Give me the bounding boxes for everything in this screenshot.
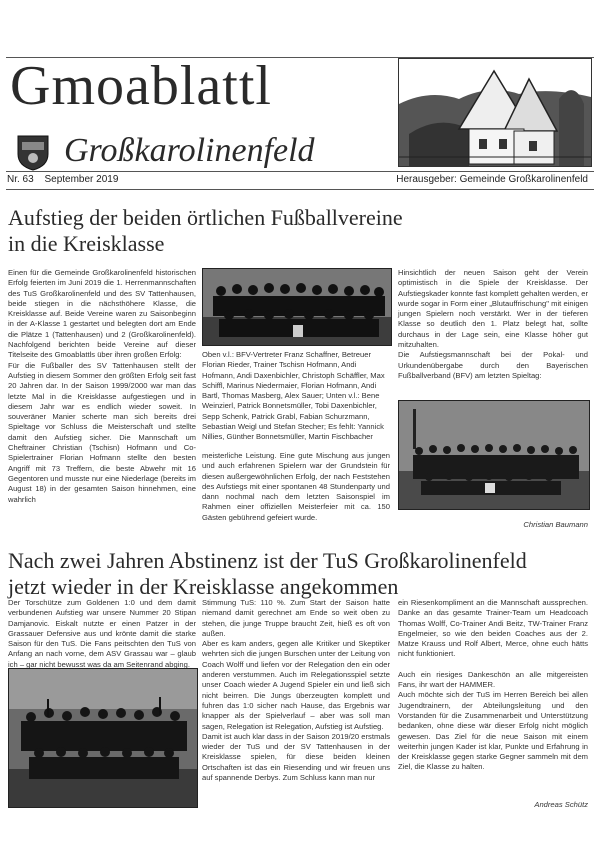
paragraph: Damit ist auch klar dass in der Saison 2019/20 erstmals wieder der TuS und der SV Tattenhausen in der Kreisklasse spielen, für diese beiden kleinen Ortschaften ist das ein Riesending und wir freuen uns auf spannende Derbys. Zum Schluss kann man nur [202, 731, 390, 783]
municipal-crest-icon [14, 132, 52, 172]
article1-column-2 [202, 451, 390, 523]
masthead-title: Gmoablattl [10, 55, 272, 117]
paragraph: Auch möchte sich der TuS im Herren Bereich bei allen Jugendtrainern, der Abteilungsleitung und den Vorstanden für die Zusammenarbeit und Unterstützung bedanken, ohne diese wär dieser Erfolg nicht möglich gewesen. Das Ziel für die neue Saison mit einem weiterhin jungen Kader ist klar, Punkte und Erfahrung in der Kreisklasse gegen starke Gegner sammeln mit dem Ziel, die Klasse zu halten. [398, 690, 588, 772]
masthead-rule-bottom [6, 189, 594, 190]
article1-column-1 [8, 268, 196, 505]
paragraph: Für die Fußballer des SV Tattenhausen stellt der Aufstieg in diesem Sommer den größten Erfolg seit fast 20 Jahren dar. In der Saison 1999/2000 war man das letzte Mal in die Kreisklasse aufgestiegen und in diesem Jahr war es endlich wieder soweit. In souveräner Manier scherte man sich bereits drei Spieltage vor Schluss die Meisterschaft und stellte damit den Aufstieg sicher. Die Mannschaft um Cheftrainer Christian (Tschisn) Hofmann und Co-Spielertrainer Florian Hofmann stellte den besten Angriff mit 73 Treffern, die beste Abwehr mit 16 Gegentoren und musste nur eine Niederlage (bereits im August 18) in der gesamten Saison hinnehmen, eine wahrlich [8, 360, 196, 504]
article1-photo-caption: Oben v.l.: BFV-Vertreter Franz Schaffner, Betreuer Florian Rieder, Trainer Tschisn Hofmann, Andi Hofmann, Andi Daxenbichler, Christoph Schäffler, Max Schiffl, Marinus Niedermaier, Florian Hofmann, Andi Bartl, Thomas Masberg, Alex Sauer; Unten v.l.: Bene Weinzierl, Patrick Bonnetsmüller, Tobi Daxenbichler, Sepp Schenk, Patrick Grabl, Fabian Schurzmann, Sebastian Weigl und Stefan Stecher; Es fehlt: Yannick Nillies, Günther Bonnetsmüller, Martin Fischbacher [202, 350, 385, 442]
article2-column-1 [8, 598, 196, 670]
paragraph: Die Aufstiegsmannschaft bei der Pokal- und Urkundenübergabe durch den Bayerischen Fußballverband (BFV) am letzten Spieltag: [398, 350, 588, 380]
paragraph: ein Riesenkompliment an die Mannschaft aussprechen. Danke an das gesamte Trainer-Team um Headcoach Thomas Wolff, Co-Trainer Andi Beitz, TW-Trainer Franz Engelmeier, so wie den beiden Coaches aus der 2. Matze Krauss und Rolf Albert, Merce, ohne euch hätts nicht funktioniert. [398, 598, 588, 659]
article1-column-3 [398, 268, 588, 381]
article1-headline: Aufstieg der beiden örtlichen Fußballvereine in die Kreisklasse [8, 205, 403, 256]
issue-date: September 2019 [44, 174, 119, 185]
publisher: Herausgeber: Gemeinde Großkarolinenfeld [396, 174, 588, 185]
paragraph: Auch ein riesiges Dankeschön an alle mitgereisten Fans, ihr wart der HAMMER. [398, 669, 588, 690]
paragraph: meisterliche Leistung. Eine gute Mischung aus jungen und auch erfahrenen Spielern war der Grundstein für diesen außergewöhnlichen Erfolg, der nach Feststehen des Aufstiegs mit einer spontanen 48 Stundenparty und dann nochmal nach dem letzten Saisonspiel im Rahmen einer offiziellen Meisterfeier mit ca. 150 Gästen gebührend gefeiert wurde. [202, 451, 390, 522]
team-photo-tus [8, 668, 198, 808]
article2-author: Andreas Schütz [534, 800, 588, 809]
paragraph: Hinsichtlich der neuen Saison geht der Verein optimistisch in die Spiele der Kreisklasse. Der Aufstiegskader konnte fast komplett gehalten werden, er wurde sogar in Form einer „Blutauffrischung" mit einigen jungen Spielern noch verstärkt. Wer in der tieferen Klasse so deutlich den 1. Platz belegt hat, sollte durchaus in der Lage sein, eine Klasse höher gut mitzuhalten. [398, 268, 588, 350]
paragraph: Stimmung TuS: 110 %. Zum Start der Saison hatte niemand damit gerechnet am Ende so weit oben zu stehen, die junge Truppe braucht Zeit, hieß es oft von außen. [202, 598, 390, 638]
issue-info [7, 174, 126, 185]
masthead-subtitle: Großkarolinenfeld [64, 132, 315, 169]
masthead-rule-middle [6, 171, 594, 172]
team-photo-tattenhausen [202, 268, 392, 346]
article1-author: Christian Baumann [523, 520, 588, 529]
article2-column-3 [398, 598, 588, 773]
issue-number: Nr. 63 [7, 174, 34, 185]
village-drawing [398, 58, 592, 167]
team-photo-award [398, 400, 590, 510]
paragraph: Aber es kam anders, gegen alle Kritiker und Skeptiker wehrten sich die jungen Burschen unter der Leitung von Coach Wolff und liefen vor der Relegation den ein oder anderen verstummen. Auch im Relegationsspiel setzte unser Coach wieder A Jugend Spieler ein und ließ sich nicht beirren. Die Jungs überzeugten komplett und fuhren das 1:0 sicher nach Hause, das Ergebnis war knapper als der Spielverlauf – aber was soll man sagen, Relegation ist Relegation, Aufstieg ist Aufstieg. [202, 639, 390, 731]
paragraph: Der Torschütze zum Goldenen 1:0 und dem damit verbundenen Aufstieg war unsere Nummer 20 Stipan Damjanovic. Eiskalt nutzte er einen Patzer in der Grassauer Defensive aus und krönte damit die starke Saison für den TuS. Die Fans peitschten den TuS von Anfang an nach vorne, dem ASV Grassau war – glaub ich – gar nicht bewusst was da am Seitenrand abging. [8, 598, 196, 669]
article2-column-2 [202, 598, 390, 783]
article2-headline: Nach zwei Jahren Abstinenz ist der TuS Großkarolinenfeld jetzt wieder in der Kreisklasse angekommen [8, 548, 527, 599]
paragraph: Einen für die Gemeinde Großkarolinenfeld historischen Erfolg feierten im Juni 2019 die 1. Herrenmannschaften des TuS Großkarolinenfeld und des SV Tattenhausen, beide stiegen in die nächsthöhere Klasse, die Kreisklasse auf. Beide Vereine waren zu Saisonbeginn in der A-Klasse 1 gestartet und belegten dort am Ende die Plätze 1 (Tattenhausen) und 2 (Großkarolinenfeld). Nachfolgend berichten beide Vereine auf dieser Titelseite des Gmoablattls über ihren großen Erfolg: [8, 268, 196, 360]
